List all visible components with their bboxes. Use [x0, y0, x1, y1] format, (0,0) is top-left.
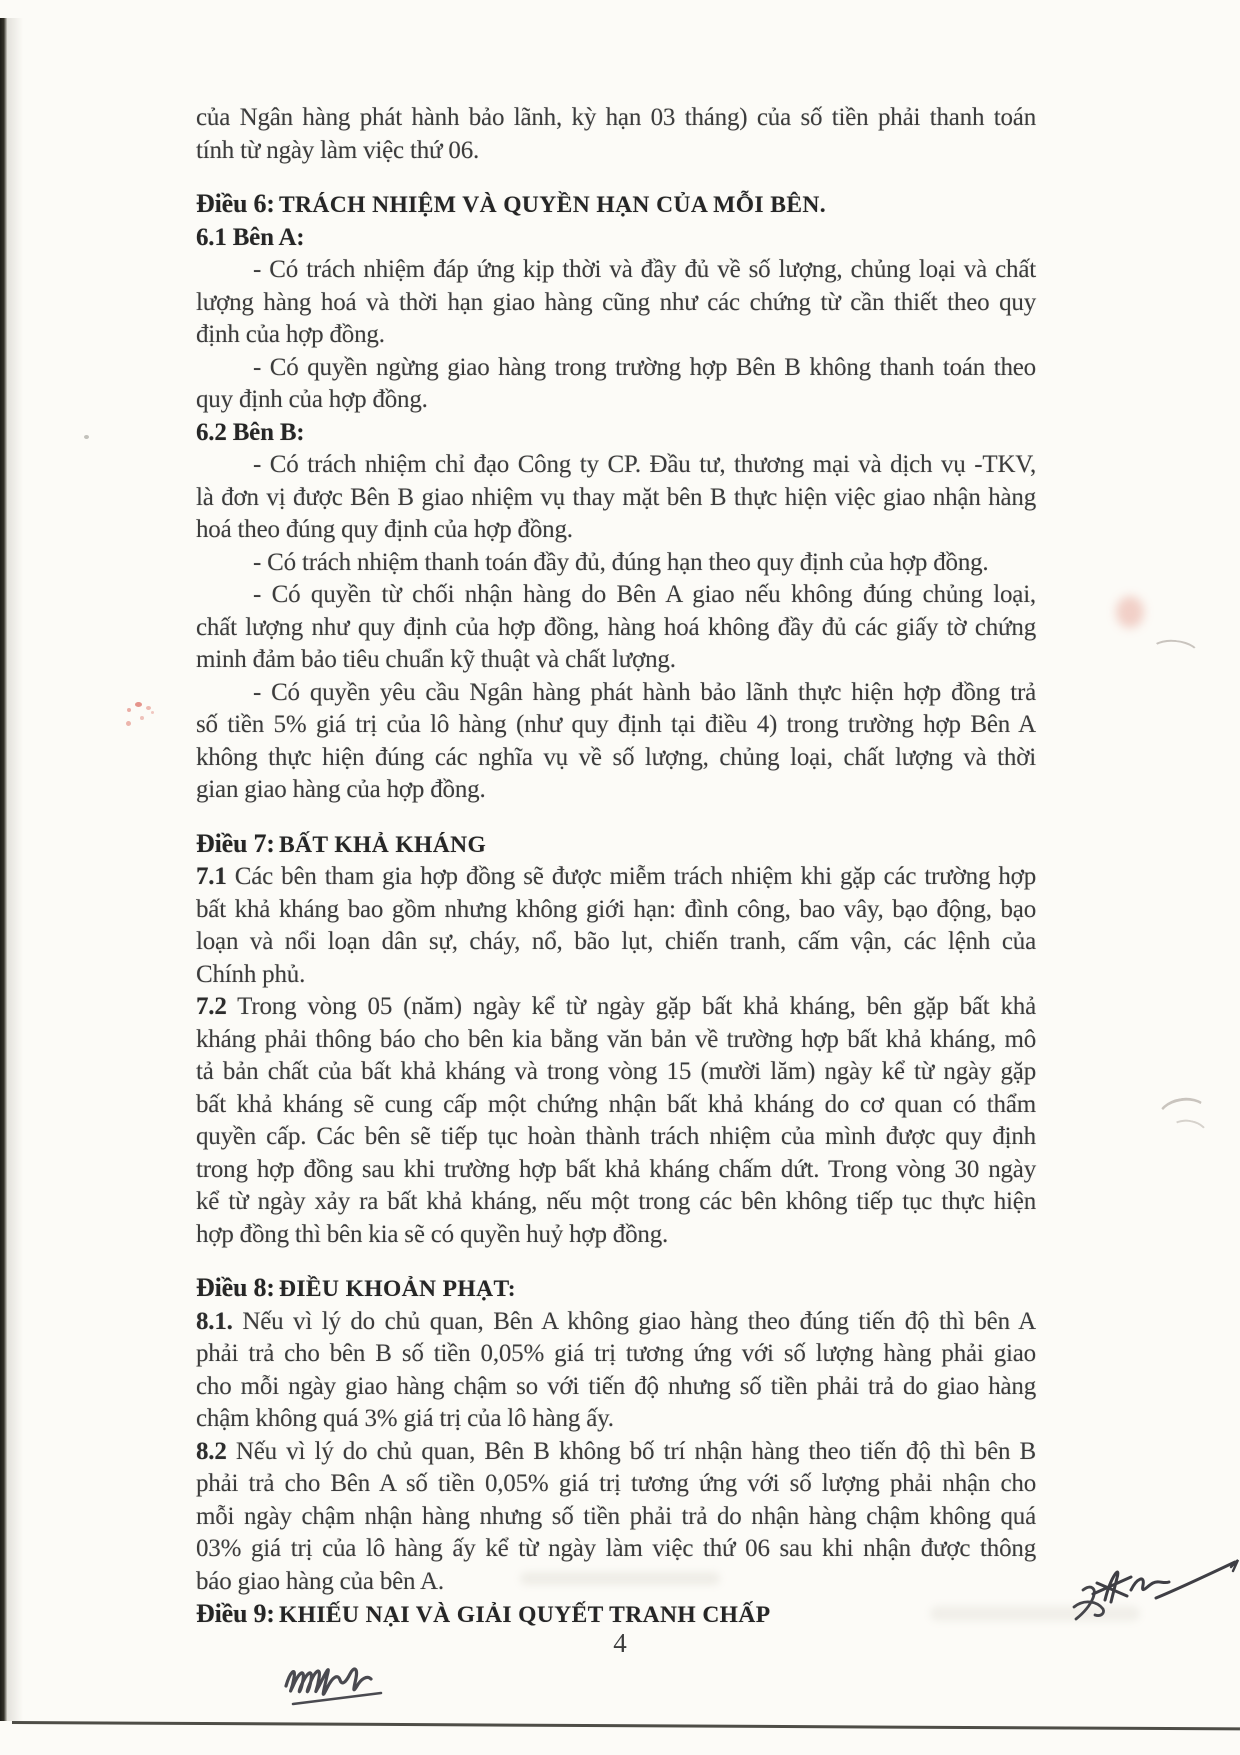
text-line: 03% giá trị của lô hàng ấy kể từ ngày làm việc thứ 06 sau khi nhận được thông: [196, 1535, 1036, 1562]
text-line: 7.2 Trong vòng 05 (năm) ngày kể từ ngày gặp bất khả kháng, bên gặp bất khả: [196, 993, 1036, 1020]
text-line: kháng phải thông báo cho bên kia bằng văn bản về trường hợp bất khả kháng, mô: [196, 1025, 1036, 1053]
bleed-through-ghost: [520, 1572, 720, 1585]
text-line: Chính phủ.: [196, 960, 306, 988]
red-ink-speckle: [127, 708, 131, 712]
text-line: - Có trách nhiệm chỉ đạo Công ty CP. Đầu tư, thương mại và dịch vụ -TKV,: [253, 451, 1036, 478]
left-edge-scan-shadow: [0, 18, 7, 1721]
paragraph: [196, 102, 1036, 167]
text-line: quy định của hợp đồng.: [196, 386, 428, 413]
bottom-page-edge-line: [12, 1721, 1240, 1730]
text-line: bất khả kháng sẽ cung cấp một chứng nhận bất khả kháng do cơ quan có thẩm: [196, 1090, 1036, 1118]
initials-handwriting-icon: [1086, 1554, 1240, 1620]
text-line: là đơn vị được Bên B giao nhiệm vụ thay mặt bên B thực hiện việc giao nhận hàng: [196, 483, 1036, 511]
red-ink-smudge: [1116, 596, 1144, 628]
text-line: - Có quyền ngừng giao hàng trong trường hợp Bên B không thanh toán theo: [253, 353, 1036, 381]
red-ink-speckle: [146, 706, 151, 710]
section-heading: Điều 8: ĐIỀU KHOẢN PHẠT:: [196, 1273, 517, 1302]
text-line: phải trả cho bên B số tiền 0,05% giá trị tương ứng với số lượng hàng phải giao: [196, 1340, 1036, 1367]
text-line: tính từ ngày làm việc thứ 06.: [196, 136, 480, 164]
red-ink-speckle: [151, 711, 154, 714]
text-line: kể từ ngày xảy ra bất khả kháng, nếu một trong các bên không tiếp tục thực hiện: [196, 1188, 1036, 1215]
paragraph: [196, 677, 1036, 807]
text-line: phải trả cho Bên A số tiền 0,05% giá trị tương ứng với số lượng phải nhận cho: [196, 1470, 1036, 1497]
initials-right-large: [1086, 1554, 1240, 1620]
paragraph: [196, 352, 1036, 417]
sub-heading: 6.1 Bên A:: [196, 223, 305, 251]
paragraph: [196, 991, 1036, 1251]
text-line: hoá theo đúng quy định của hợp đồng.: [196, 516, 573, 543]
paper-speck: [84, 435, 89, 439]
text-line: quyền cấp. Các bên sẽ tiếp tục hoàn thành trách nhiệm của mình được quy định: [196, 1123, 1036, 1150]
text-line: 7.1 Các bên tham gia hợp đồng sẽ được miễm trách nhiệm khi gặp các trường hợp: [196, 863, 1036, 890]
text-line: bất khả kháng bao gồm nhưng không giới hạn: đình công, bao vây, bạo động, bạo: [196, 895, 1036, 923]
paragraph: [196, 579, 1036, 677]
red-ink-speckle: [140, 716, 144, 720]
text-line: không thực hiện đúng các nghĩa vụ về số lượng, chủng loại, chất lượng và thời: [196, 743, 1036, 771]
text-line: loạn và nổi loạn dân sự, cháy, nổ, bão lụt, chiến tranh, cấm vận, các lệnh của: [196, 928, 1036, 955]
signature-bottom-left: [280, 1650, 402, 1714]
text-line: minh đảm bảo tiêu chuẩn kỹ thuật và chất lượng.: [196, 646, 676, 673]
text-line: 8.1. Nếu vì lý do chủ quan, Bên A không giao hàng theo đúng tiến độ thì bên A: [196, 1307, 1036, 1335]
page-number: 4: [613, 1628, 627, 1658]
text-line: tả bản chất của bất khả kháng và trong vòng 15 (mười lăm) ngày kể từ ngày gặp: [196, 1058, 1036, 1085]
text-line: - Có quyền từ chối nhận hàng do Bên A giao nếu không đúng chủng loại,: [253, 581, 1036, 608]
text-line: của Ngân hàng phát hành bảo lãnh, kỳ hạn 03 tháng) của số tiền phải thanh toán: [196, 104, 1036, 131]
text-line: mỗi ngày chậm nhận hàng nhưng số tiền phải trả do nhận hàng chậm không quá: [196, 1502, 1036, 1530]
text-line: - Có trách nhiệm đáp ứng kịp thời và đầy đủ về số lượng, chủng loại và chất: [253, 256, 1036, 283]
sub-heading: 6.2 Bên B:: [196, 418, 305, 446]
text-line: báo giao hàng của bên A.: [196, 1567, 444, 1595]
paragraph: [196, 254, 1036, 352]
paragraph: [196, 449, 1036, 547]
text-line: chất lượng như quy định của hợp đồng, hàng hoá không đầy đủ các giấy tờ chứng: [196, 613, 1036, 641]
text-line: hợp đồng thì bên kia sẽ có quyền huỷ hợp đồng.: [196, 1220, 669, 1248]
red-ink-speckle: [135, 702, 142, 707]
text-line: - Có quyền yêu cầu Ngân hàng phát hành bảo lãnh thực hiện hợp đồng trả: [253, 678, 1036, 706]
text-line: trong hợp đồng sau khi trường hợp bất khả kháng chấm dứt. Trong vòng 30 ngày: [196, 1155, 1036, 1183]
signature-handwriting-icon: [280, 1650, 402, 1714]
section-heading: Điều 9: KHIẾU NẠI VÀ GIẢI QUYẾT TRANH CHẤP: [196, 1599, 771, 1628]
text-line: số tiền 5% giá trị của lô hàng (như quy định tại điều 4) trong trường hợp Bên A: [196, 711, 1036, 738]
paragraph: [196, 547, 1036, 580]
text-line: lượng hàng hoá và thời hạn giao hàng cũng như các chứng từ cần thiết theo quy: [196, 288, 1036, 316]
left-edge-soft-shadow: [7, 18, 23, 1721]
paragraph: [196, 1306, 1036, 1436]
text-line: chậm không quá 3% giá trị của lô hàng ấy.: [196, 1405, 614, 1432]
text-line: định của hợp đồng.: [196, 321, 385, 348]
section-heading: Điều 6: TRÁCH NHIỆM VÀ QUYỀN HẠN CỦA MỖI BÊN.: [196, 189, 827, 218]
text-line: 8.2 Nếu vì lý do chủ quan, Bên B không bố trí nhận hàng theo tiến độ thì bên B: [196, 1437, 1036, 1465]
section-heading: Điều 7: BẤT KHẢ KHÁNG: [196, 828, 487, 858]
text-line: cho mỗi ngày giao hàng chậm so với tiến độ nhưng số tiền phải trả do giao hàng: [196, 1372, 1036, 1400]
faint-pen-arc: [1149, 637, 1201, 668]
text-line: gian giao hàng của hợp đồng.: [196, 776, 486, 803]
text-line: - Có trách nhiệm thanh toán đầy đủ, đúng hạn theo quy định của hợp đồng.: [253, 548, 989, 576]
document-body: [196, 102, 1036, 1632]
red-ink-speckle: [126, 721, 131, 726]
paragraph: [196, 861, 1036, 991]
